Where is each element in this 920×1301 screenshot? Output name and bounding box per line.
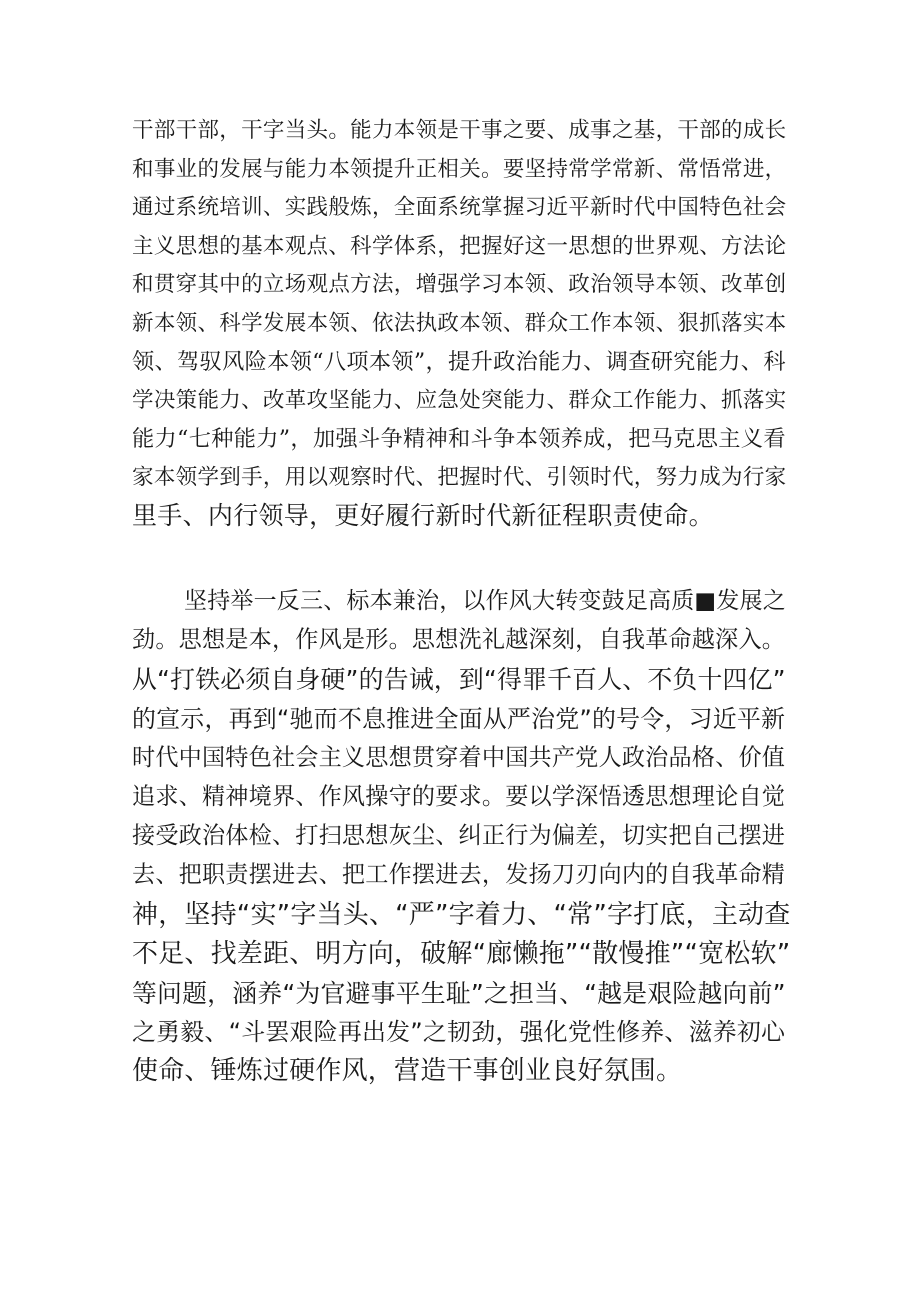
paragraph-work-style — [132, 582, 792, 1092]
text-line: 家本领学到手，用以观察时代、把握时代、引领时代，努力成为行家 — [132, 464, 787, 490]
text-line: 学决策能力、改革攻坚能力、应急处突能力、群众工作能力、抓落实 — [132, 387, 787, 413]
text-line: 主义思想的基本观点、科学体系，把握好这一思想的世界观、方法论 — [132, 233, 787, 259]
text-line: 神，坚持“实”字当头、“严”字着力、“常”字打底，主动查 — [132, 899, 791, 930]
text-line: 劲。思想是本，作风是形。思想洗礼越深刻，自我革命越深入。 — [132, 627, 786, 654]
text-line: 和事业的发展与能力本领提升正相关。要坚持常学常新、常悟常进， — [132, 156, 787, 182]
text-line: 的宣示，再到“驰而不息推进全面从严治党”的号令，习近平新 — [132, 704, 786, 733]
text-line: 和贯穿其中的立场观点方法，增强学习本领、政治领导本领、改革创 — [132, 272, 787, 297]
text-line: 追求、精神境界、作风操守的要求。要以学深悟透思想理论自觉 — [132, 784, 786, 811]
text-line: 通过系统培训、实践般炼，全面系统掌握习近平新时代中国特色社会 — [132, 195, 787, 220]
paragraph-ability — [132, 112, 792, 536]
text-line: 从“打铁必须自身硬”的告诫，到“得罪千百人、不负十四亿” — [132, 665, 786, 695]
text-line: 新本领、科学发展本领、依法执政本领、群众工作本领、狠抓落实本 — [132, 310, 787, 336]
text-line: 里手、内行领导，更好履行新时代新征程职责使命。 — [132, 501, 714, 530]
text-line: 接受政治体检、打扫思想灰尘、纠正行为偏差，切实把自己摆进 — [132, 823, 786, 850]
text-line: 使命、锤炼过硬作风，营造干事创业良好氛围。 — [132, 1056, 683, 1087]
text-line: 不足、找差距、明方向，破解“廊懒拖”“散慢推”“宽松软” — [132, 938, 791, 969]
text-line: 时代中国特色社会主义思想贯穿着中国共产党人政治品格、价值 — [132, 744, 786, 771]
text-line: 之勇毅、“斗罢艰险再出发”之韧劲，强化党性修养、滋养初心 — [132, 1018, 786, 1047]
text-line-first: 坚持举一反三、标本兼治，以作风大转变鼓足高质■发展之 — [184, 588, 786, 614]
text-line: 去、把职责摆进去、把工作摆进去，发扬刀刃向内的自我革命精 — [132, 862, 786, 889]
text-line: 能力“七种能力”，加强斗争精神和斗争本领养成，把马克思主义看 — [132, 426, 786, 452]
text-line: 干部干部，干字当头。能力本领是干事之要、成事之基，干部的成长 — [132, 118, 787, 143]
text-line: 等问题，涵养“为官避事平生耻”之担当、“越是艰险越向前” — [132, 979, 786, 1009]
text-line: 领、驾驭风险本领“八项本领”，提升政治能力、调查研究能力、科 — [132, 349, 786, 375]
